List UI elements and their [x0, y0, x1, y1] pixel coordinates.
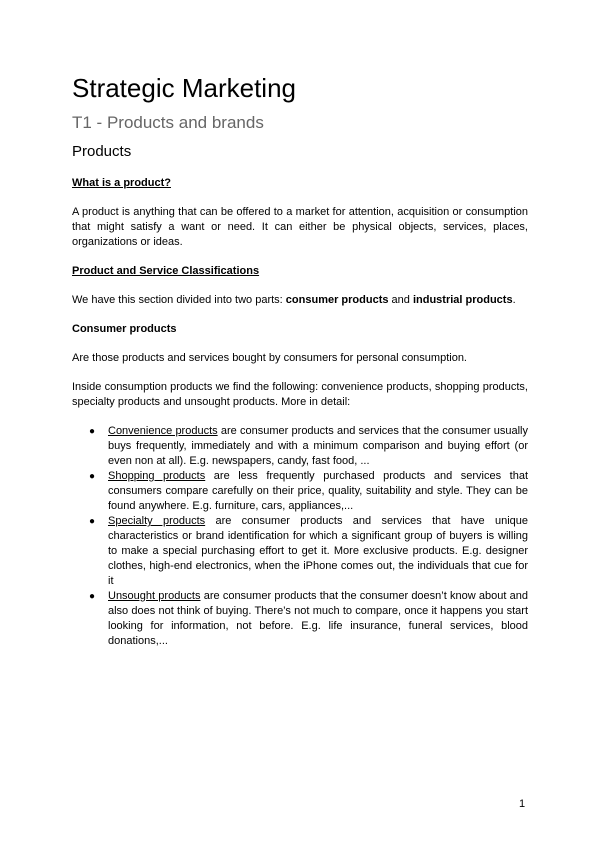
document-title: Strategic Marketing: [72, 73, 296, 103]
list-item: [72, 469, 528, 514]
consumer-definition: Are those products and services bought by consumers for personal consumption.: [72, 352, 467, 364]
page-number: 1: [519, 798, 526, 810]
section-heading: Products: [72, 143, 132, 160]
classifications-intro: [72, 293, 528, 308]
bullet-icon: ●: [89, 516, 96, 527]
bullet-icon: ●: [89, 471, 96, 482]
list-item: [72, 514, 528, 589]
list-item-term: Specialty products: [108, 515, 206, 527]
what-is-heading: What is a product?: [72, 177, 171, 189]
intro-bold-consumer: consumer products: [285, 294, 389, 306]
page-content: [72, 70, 528, 649]
consumer-product-list: [72, 424, 528, 649]
what-is-paragraph: A product is anything that can be offered to a market for attention, acquisition or consumption that might satisfy a want or need. It can either be physical objects, services, places, organizations or ideas.: [72, 206, 528, 248]
list-item-text: are less frequently purchased products and services that consumers compare carefully on their price, quality, suitability and style. They can be found anywhere. E.g. furniture, cars, appliances,...: [108, 470, 528, 512]
bullet-icon: ●: [89, 591, 96, 602]
list-item-text: are consumer products and services that have unique characteristics or brand identification for which a significant group of buyers is willing to make a special purchasing effort to get it. More exclusive products. E.g. designer clothes, high-end electronics, when the iPhone comes out, the individuals that cue for it: [108, 515, 528, 587]
document-subtitle: T1 - Products and brands: [72, 113, 264, 132]
intro-text-pre: We have this section divided into two parts:: [72, 294, 286, 306]
consumer-heading: Consumer products: [72, 323, 177, 335]
consumer-intro: Inside consumption products we find the following: convenience products, shopping products, specialty products and unsought products. More in detail:: [72, 381, 528, 408]
intro-text-post: .: [512, 294, 516, 306]
list-item-text: are consumer products and services that the consumer usually buys frequently, immediately and with a minimum comparison and buying effort (or even non at all). E.g. newspapers, candy, fast food, ...: [108, 425, 528, 467]
list-item-term: Convenience products: [108, 425, 218, 437]
list-item-term: Unsought products: [108, 590, 201, 602]
list-item: [72, 589, 528, 649]
bullet-icon: ●: [89, 426, 96, 437]
classifications-heading: Product and Service Classifications: [72, 265, 260, 277]
list-item: [72, 424, 528, 469]
intro-bold-industrial: industrial products: [412, 294, 513, 306]
list-item-term: Shopping products: [108, 470, 206, 482]
intro-text-mid: and: [388, 294, 413, 306]
list-item-text: are consumer products that the consumer doesn’t know about and also does not think of buying. There’s not much to compare, once it happens you start looking for information, not before. E.g. life insurance, funeral services, blood donations,...: [108, 590, 528, 647]
